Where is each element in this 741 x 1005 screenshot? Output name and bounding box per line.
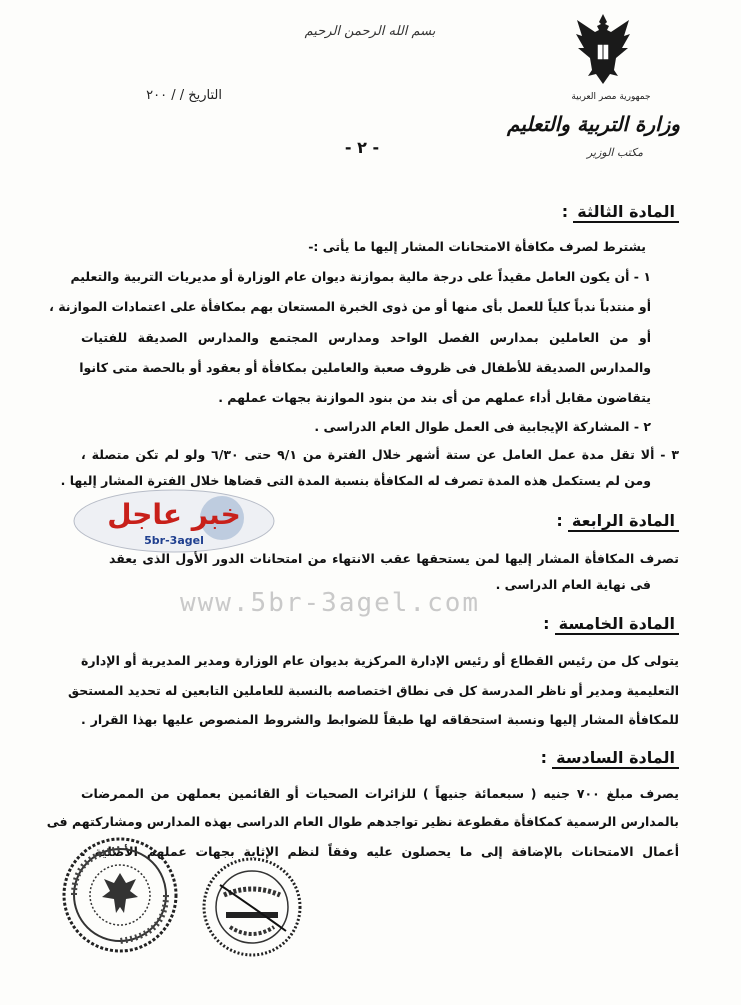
logo-title: خبر عاجل	[107, 498, 241, 531]
article-5-line: للمكافأة المشار إليها ونسبة استحقاقه لها طبقاً للضوابط والشروط المنصوص عليها بهذا القرار .	[81, 712, 679, 727]
article-5-line: يتولى كل من رئيس القطاع أو رئيس الإدارة المركزية بديوان عام الوزارة ومدير المديرية أو الإدارة	[81, 653, 679, 668]
article-4-line: تصرف المكافأة المشار إليها لمن يستحقها عقب الانتهاء من امتحانات الدور الأول الذى يعقد	[109, 551, 679, 566]
article-4-heading: المادة الرابعة	[568, 511, 679, 532]
site-url-watermark: www.5br-3agel.com	[179, 588, 481, 618]
ministry-name: وزارة التربية والتعليم	[507, 112, 680, 136]
article-6-line: بالمدارس الرسمية كمكافأة مقطوعة نظير تواجدهم طوال العام الدراسى بهذه المدارس ومشاركتهم فى	[46, 814, 679, 829]
article-3-line: ٣ - ألا تقل مدة عمل العامل عن ستة أشهر خلال الفترة من ٩/١ حتى ٦/٣٠ ولو لم تكن متصلة ،	[81, 447, 679, 462]
article-heading: المادة الرابعة :	[556, 511, 679, 530]
site-logo-watermark	[72, 488, 277, 554]
article-heading: المادة الخامسة :	[543, 614, 679, 633]
eagle-emblem-icon	[574, 10, 632, 88]
basmala: بسم الله الرحمن الرحيم	[304, 24, 436, 39]
article-3-line: أو منتدباً ندباً كلياً للعمل بأى منها أو من ذوى الخبرة المستعان بهم بمكافأة على اعتمادات الموازنة ،	[49, 299, 651, 314]
article-6-line: يصرف مبلغ ٧٠٠ جنيه ( سبعمائة جنيهاً ) للزائرات الصحيات أو القائمين بعملهن من الممرضات	[81, 786, 680, 801]
article-3-line: ١ - أن يكون العامل مقيداً على درجة مالية بموازنة ديوان عام الوزارة أو مديريات التربية والتعليم	[70, 269, 651, 284]
article-3-line: والمدارس الصديقة للأطفال فى ظروف صعبة والعاملين بمكافأة أو بعقود أو بالحصة متى كانوا	[79, 360, 651, 375]
article-3-line: يتقاضون مقابل أداء عملهم من أى بند من بنود الموازنة بجهات عملهم .	[218, 390, 651, 405]
article-3-heading: المادة الثالثة	[573, 202, 679, 223]
minister-office: مكتب الوزير	[586, 146, 644, 159]
article-6-line: أعمال الامتحانات بالإضافة إلى ما يحصلون عليه وفقاً لنظم الإثابة بجهات عملهم الأصلية .	[81, 844, 679, 859]
article-3-line: ٢ - المشاركة الإيجابية فى العمل طوال العام الدراسى .	[314, 419, 651, 434]
article-3-line: ومن لم يستكمل هذه المدة تصرف له المكافأة بنسبة المدة التى قضاها خلال الفترة المشار إليها .	[60, 473, 651, 488]
official-seal-stamp-icon	[60, 835, 180, 955]
article-heading: المادة الثالثة :	[562, 202, 679, 221]
article-4-line: فى نهاية العام الدراسى .	[495, 577, 651, 592]
signature-stamp-icon	[200, 855, 304, 959]
article-heading: المادة السادسة :	[541, 748, 679, 767]
ministry-country: جمهورية مصر العربية	[571, 92, 651, 102]
article-5-line: التعليمية ومدير أو ناظر المدرسة كل فى نطاق اختصاصه بالنسبة للعاملين التابعين له تحديد المستحق	[68, 683, 679, 698]
article-5-heading: المادة الخامسة	[555, 614, 679, 635]
article-3-line: أو من العاملين بمدارس الفصل الواحد ومدارس المجتمع والمدارس الصديقة للفتيات	[81, 330, 651, 345]
page-number: - ٢ -	[344, 138, 380, 157]
article-6-heading: المادة السادسة	[552, 748, 679, 769]
logo-subtitle: 5br-3agel	[144, 534, 204, 547]
article-3-line: يشترط لصرف مكافأة الامتحانات المشار إليها ما يأتى :-	[308, 239, 646, 254]
date-field: التاريخ / / ٢٠٠	[146, 88, 222, 103]
